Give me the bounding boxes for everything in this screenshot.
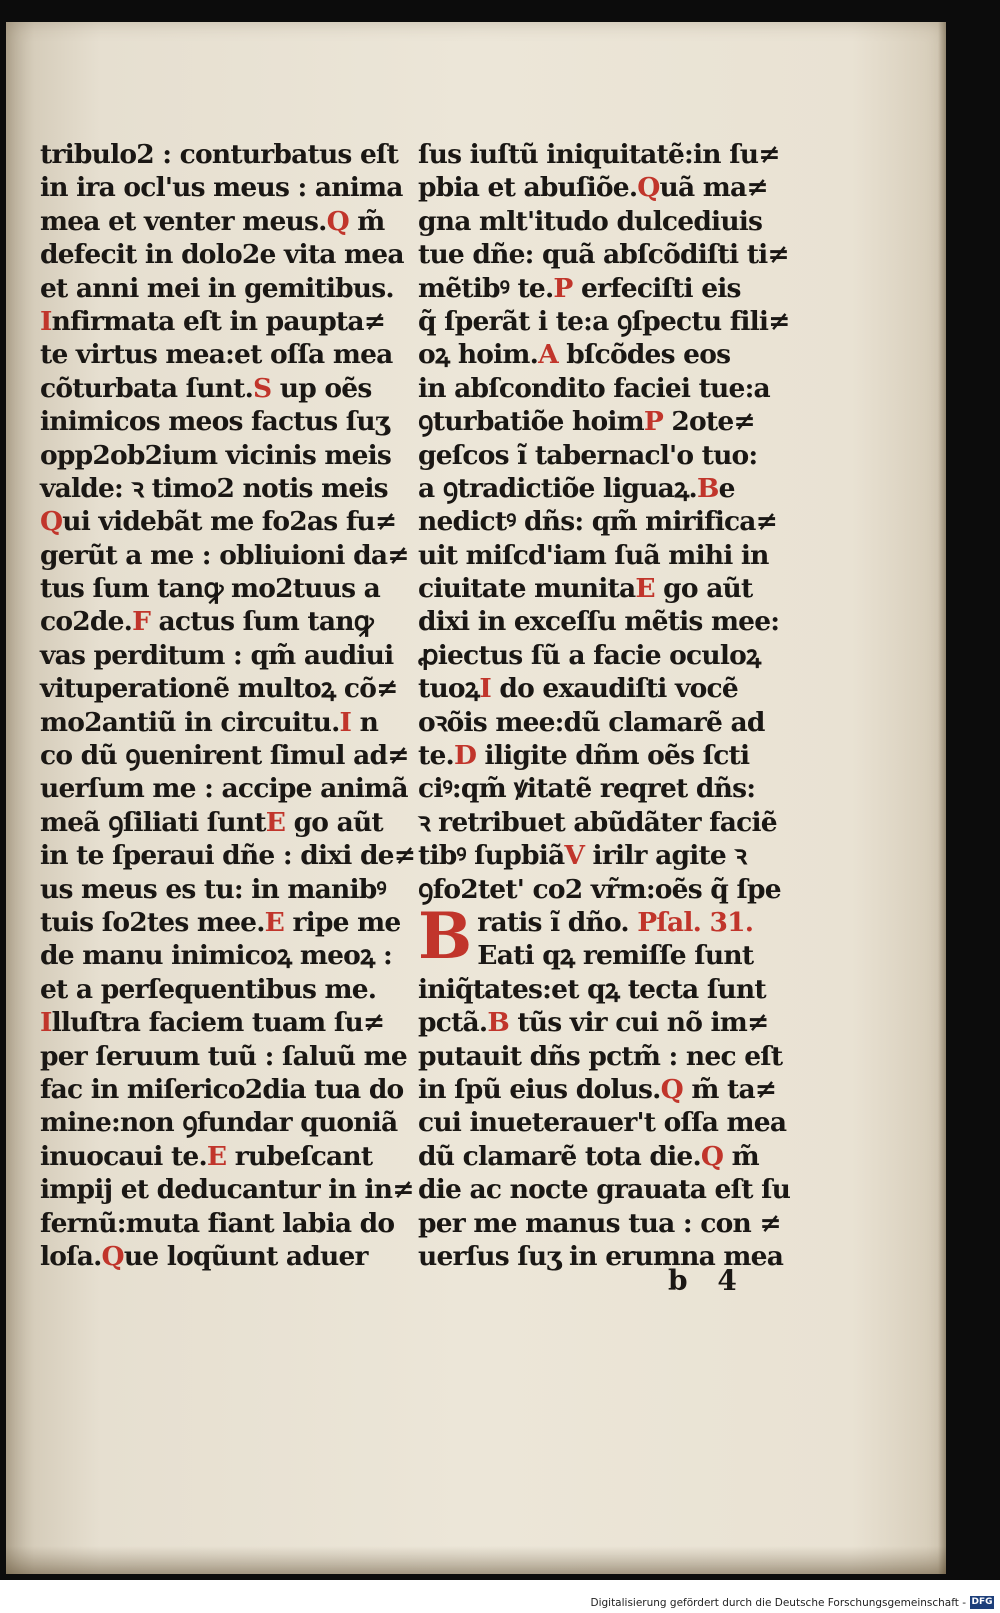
text-line: uerſus ſuʒ in erumna mea [418,1240,784,1272]
text-line: te virtus mea:et oſſa mea [40,339,393,371]
text-line: ꝯturbatiõe hoimP 2ote≠ [418,406,755,438]
rubric-letter: E [635,573,655,605]
text-line: Bratis ĩ dño. Pſal. 31. [418,898,754,974]
text-line: tuis ſo2tes mee.E ripe me [40,906,401,938]
text-line: a ꝯtradictiõe liguaꝝ.Be [418,472,735,504]
text-line: Illuſtra faciem tuam ſu≠ [40,1007,385,1039]
text-line: Eati qꝝ remiſſe ſunt [477,940,754,972]
text-line: die ac nocte grauata eſt ſu [418,1174,791,1206]
rubric-letter: Q [326,205,349,237]
text-line: per me manus tua : con ≠ [418,1207,781,1239]
text-line: fac in miſerico2dia tua do [40,1073,404,1105]
text-line: et anni mei in gemitibus. [40,272,394,304]
text-line: et a perſequentibus me. [40,973,377,1005]
text-line: pbia et abuſiõe.Quã ma≠ [418,172,768,204]
text-line: opp2ob2ium vicinis meis [40,439,392,471]
right-text-column [418,138,791,1273]
text-line: tus ſum tanꝙ mo2tuus a [40,573,381,605]
rubric-letter: E [265,806,286,838]
rubric-letter: Q [660,1073,683,1105]
text-line: Qui videbãt me fo2as fu≠ [40,506,397,538]
text-line: mea et venter meus.Q m̃ [40,205,385,237]
text-line: vas perditum : qm̃ audiui [40,639,394,671]
text-line: tue dñe: quã abſcõdiſti ti≠ [418,239,789,271]
rubric-letter: I [40,305,52,337]
text-line: tribulo2 : conturbatus eſt [40,139,399,170]
text-line: in ſpũ eius dolus.Q m̃ ta≠ [418,1073,777,1105]
text-line: meã ꝯſiliati ſuntE go aũt [40,806,383,838]
psalm-initial-b: B [418,898,472,974]
rubric-letter: P [553,272,573,304]
text-line: uit miſcd'iam ſuã mihi in [418,539,769,571]
rubric-letter: P [643,406,663,438]
rubric-letter: F [132,606,151,638]
text-line: in ira ocl'us meus : anima [40,172,403,204]
text-line: tuoꝝI do exaudiſti vocẽ [418,673,738,705]
rubric-letter: V [564,840,585,872]
dfg-logo: DFG [971,1597,993,1607]
left-text-column [40,138,416,1273]
text-line: ꝓiectus ſũ a facie oculoꝝ [418,639,761,671]
text-line: putauit dñs pctm̃ : nec eſt [418,1040,783,1072]
rubric-letter: Q [101,1240,124,1272]
text-line: mẽtibꝰ te.P erfeciſti eis [418,272,741,304]
rubric-letter: A [538,339,558,371]
text-line: ꝛ retribuet abũdãter faciẽ [418,806,777,838]
text-line: gna mlt'itudo dulcediuis [418,205,763,237]
text-line: cui inueterauer't oſſa mea [418,1107,787,1139]
text-line: ciuitate munitaE go aũt [418,573,753,605]
text-line: oꝝ hoim.A bſcõdes eos [418,339,731,371]
rubric-letter: B [487,1007,509,1039]
text-line: q̃ ſperãt i te:a ꝯſpectu fili≠ [418,305,790,337]
text-line: vituperationẽ multoꝝ cõ≠ [40,673,398,705]
text-line: defecit in dolo2e vita mea [40,239,404,271]
text-line: mo2antiũ in circuitu.I n [40,706,379,738]
text-line: Infirmata eſt in paupta≠ [40,305,386,337]
text-line: co2de.F actus ſum tanꝙ [40,606,373,638]
page-bottom-shadow [6,1546,946,1574]
text-line: mine:non ꝯfundar quoniã [40,1107,398,1139]
text-line: per ſeruum tuũ : ſaluũ me [40,1040,407,1072]
text-line: us meus es tu: in manibꝰ [40,873,386,905]
text-line: impij et deducantur in in≠ [40,1174,414,1206]
rubric-letter: D [453,740,477,772]
rubric-letter: Q [637,172,660,204]
page-edge-shadow [938,22,946,1574]
signature-mark: b 4 [668,1264,747,1297]
text-line: inimicos meos factus ſuʒ [40,406,390,438]
text-line: in te ſperaui dñe : dixi de≠ [40,840,416,872]
text-line: iniq̃tates:et qꝝ tecta ſunt [418,973,766,1005]
text-line: ꝯfo2tet' co2 vr̃m:oẽs q̃ ſpe [418,873,781,905]
text-line: uerſum me : accipe animã [40,773,408,805]
rubric-letter: Q [40,506,63,538]
text-line: de manu inimicoꝝ meoꝝ : [40,940,392,972]
rubric-letter: I [339,706,352,738]
text-line: inuocaui te.E rubeſcant [40,1140,373,1172]
text-line: ciꝰ:qm̃ ꝟitatẽ reqret dñs: [418,773,756,805]
rubric-letter: Q [700,1140,724,1172]
rubric-letter: E [264,906,285,938]
text-line: oꝛõis mee:dũ clamarẽ ad [418,706,765,738]
text-line: pctã.B tũs vir cui nõ im≠ [418,1007,769,1039]
rubric-letter: I [479,673,491,705]
text-line: nedictꝰ dñs: qm̃ mirifica≠ [418,506,778,538]
text-line: valde: ꝛ timo2 notis meis [40,472,388,504]
text-line: dũ clamarẽ tota die.Q m̃ [418,1140,759,1172]
text-line: gerũt a me : obliuioni da≠ [40,539,409,571]
text-line: ſus iuſtũ iniquitatẽ:in ſu≠ [418,139,780,170]
text-line: fernũ:muta fiant labia do [40,1207,395,1239]
text-line: in abſcondito faciei tue:a [418,372,770,404]
text-line: tibꝰ ſupbiãV irilr agite ꝛ [418,840,747,872]
text-line: dixi in exceſſu mẽtis mee: [418,606,780,638]
text-line: loſa.Que loqũunt aduer [40,1240,368,1272]
text-line: co dũ ꝯuenirent ſimul ad≠ [40,740,409,772]
rubric-letter: B [696,472,719,504]
rubric-letter: S [253,372,272,404]
psalm-heading: Pſal. 31. [637,906,754,938]
text-line: cõturbata ſunt.S up oẽs [40,372,372,404]
footer-credit: Digitalisierung gefördert durch die Deutsche Forschungsgemeinschaft - [590,1597,966,1609]
text-line: geſcos ĩ tabernacl'o tuo: [418,439,758,471]
rubric-letter: E [206,1140,227,1172]
rubric-letter: I [40,1007,52,1039]
text-line: te.D iligite dñm oẽs ſcti [418,740,750,772]
